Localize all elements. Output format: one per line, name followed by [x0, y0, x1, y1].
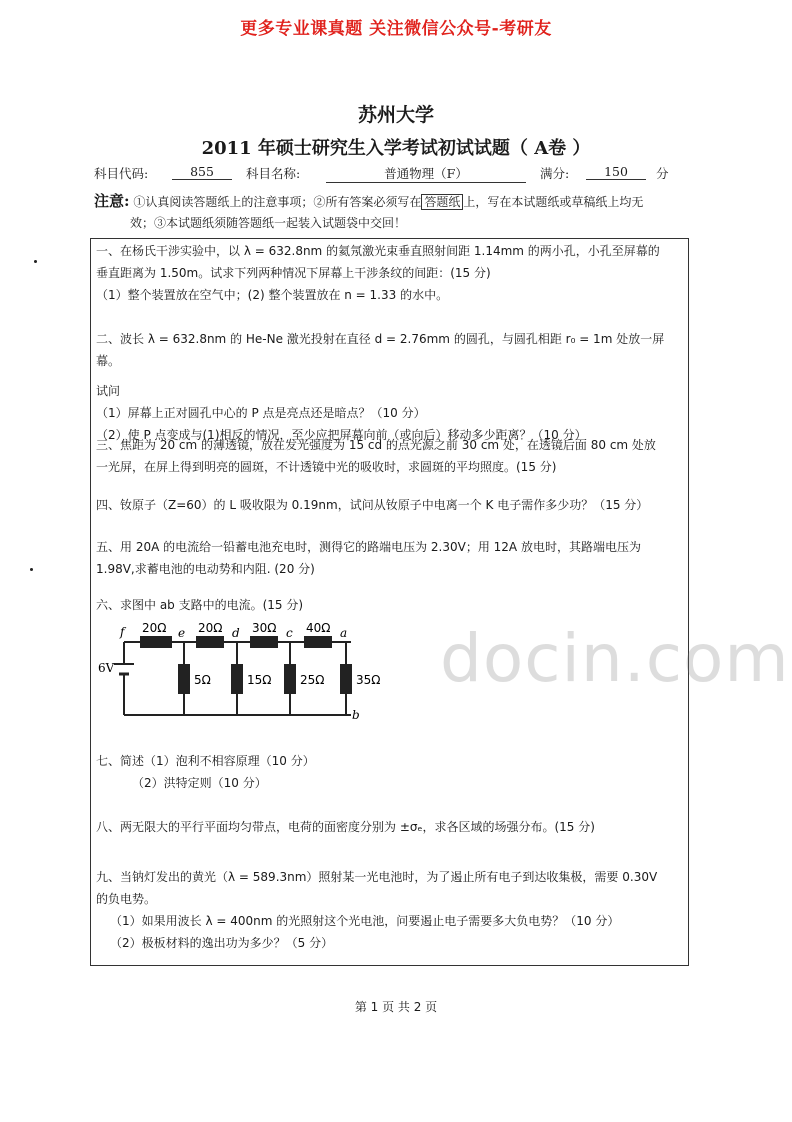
shunt-resistor-e: [178, 664, 190, 694]
resistor-dc: [250, 636, 278, 648]
node-a: a: [340, 626, 348, 640]
q1-line-2: 垂直距离为 1.50m。试求下列两种情况下屏幕上干涉条纹的间距：(15 分): [96, 266, 491, 280]
question-8: [96, 816, 684, 838]
q2-line-3: （1）屏幕上正对圆孔中心的 P 点是亮点还是暗点？（10 分）: [96, 406, 426, 420]
notice-label: 注意:: [94, 192, 130, 210]
exam-info-line: [94, 162, 694, 184]
q9-line-1: 九、当钠灯发出的黄光（λ = 589.3nm）照射某一光电池时，为了遏止所有电子到达收集极，需要 0.30V: [96, 870, 658, 884]
question-6: [96, 594, 684, 616]
q7-line-2: （2）洪特定则（10 分）: [132, 776, 267, 790]
node-f: f: [120, 625, 125, 639]
q2-line-4: （2）使 P 点变成与(1)相反的情况，至少应把屏幕向前（或向后）移动多少距离？（10 分）: [96, 428, 587, 442]
shunt-r1-label: 5Ω: [194, 673, 211, 687]
school-name: 苏州大学: [357, 104, 434, 126]
name-label: 科目名称:: [246, 166, 301, 181]
shunt-r4-label: 35Ω: [356, 673, 381, 687]
node-b: b: [352, 708, 360, 720]
series-r2-label: 20Ω: [198, 621, 223, 635]
score-label: 满分:: [540, 166, 570, 181]
exam-title: 2011 年硕士研究生入学考试初试试题（ A卷 ）: [201, 138, 591, 159]
shunt-resistor-c: [284, 664, 296, 694]
scan-speck: [34, 260, 37, 263]
q7-line-1: 七、简述（1）泡利不相容原理（10 分）: [96, 754, 315, 768]
q3-line-2: 一光屏，在屏上得到明亮的圆斑，不计透镜中光的吸收时，求圆斑的平均照度。(15 分): [96, 460, 557, 474]
notice-line-1: [94, 190, 643, 211]
question-5: [96, 536, 684, 580]
question-9: [96, 866, 684, 954]
q4-line-1: 四、钕原子（Z=60）的 L 吸收限为 0.19nm，试问从钕原子中电离一个 K 电子需作多少功？（15 分）: [96, 498, 649, 512]
notice-text-b: 上，写在本试题纸或草稿纸上均无: [463, 195, 644, 209]
shunt-r2-label: 15Ω: [247, 673, 272, 687]
q9-line-3: （1）如果用波长 λ = 400nm 的光照射这个光电池，问要遏止电子需要多大负电势？（10 分）: [110, 914, 620, 928]
scan-speck: [30, 568, 33, 571]
q5-line-2: 1.98V,求蓄电池的电动势和内阻. (20 分): [96, 562, 315, 576]
q1-line-1: 一、在杨氏干涉实验中，以 λ = 632.8nm 的氦氖激光束垂直照射间距 1.14mm 的两小孔，小孔至屏幕的: [96, 244, 660, 258]
shunt-r3-label: 25Ω: [300, 673, 325, 687]
question-2: [96, 328, 684, 446]
q8-line-1: 八、两无限大的平行平面均匀带点，电荷的面密度分别为 ±σₑ，求各区域的场强分布。(15 分): [96, 820, 595, 834]
page-footer: 第 1 页 共 2 页: [354, 1000, 438, 1014]
q9-line-4: （2）极板材料的逸出功为多少？（5 分）: [110, 936, 334, 950]
series-r3-label: 30Ω: [252, 621, 277, 635]
q6-line-1: 六、求图中 ab 支路中的电流。(15 分): [96, 598, 304, 612]
shunt-resistor-a: [340, 664, 352, 694]
question-4: [96, 494, 684, 516]
node-d: d: [232, 626, 240, 640]
notice-line-2: 效；③本试题纸须随答题纸一起装入试题袋中交回！: [130, 216, 407, 230]
node-e: e: [178, 626, 186, 640]
score-value: 150: [586, 164, 646, 180]
q1-line-3: （1）整个装置放在空气中；(2) 整个装置放在 n = 1.33 的水中。: [96, 288, 449, 302]
resistor-ca: [304, 636, 332, 648]
notice-text-a: ①认真阅读答题纸上的注意事项；②所有答案必须写在: [133, 195, 422, 209]
watermark: docin.com: [440, 620, 790, 697]
code-label: 科目代码:: [94, 166, 149, 181]
q9-line-2: 的负电势。: [96, 892, 157, 906]
question-1: [96, 240, 684, 306]
resistor-ed: [196, 636, 224, 648]
score-unit: 分: [656, 166, 669, 181]
q2-line-2: 试问: [96, 384, 121, 398]
series-r1-label: 20Ω: [142, 621, 167, 635]
question-3: [96, 434, 684, 478]
q2-line-1: 二、波长 λ = 632.8nm 的 He-Ne 激光投射在直径 d = 2.76mm 的圆孔，与圆孔相距 r₀ = 1m 处放一屏幕。: [96, 332, 665, 368]
resistor-fe: [140, 636, 172, 648]
q3-line-1: 三、焦距为 20 cm 的薄透镜，放在发光强度为 15 cd 的点光源之前 30 cm 处，在透镜后面 80 cm 处放: [96, 438, 656, 452]
q5-line-1: 五、用 20A 的电流给一铅蓄电池充电时，测得它的路端电压为 2.30V；用 12A 放电时，其路端电压为: [96, 540, 641, 554]
question-7: [96, 750, 684, 794]
series-r4-label: 40Ω: [306, 621, 331, 635]
header-banner: 更多专业课真题 关注微信公众号-考研友: [240, 19, 552, 39]
circuit-diagram: [96, 620, 396, 720]
code-value: 855: [172, 164, 232, 180]
name-value: 普通物理（F）: [326, 164, 526, 183]
notice-boxed-word: 答题纸: [421, 194, 463, 210]
source-label: 6V: [98, 661, 115, 675]
shunt-resistor-d: [231, 664, 243, 694]
node-c: c: [286, 626, 293, 640]
